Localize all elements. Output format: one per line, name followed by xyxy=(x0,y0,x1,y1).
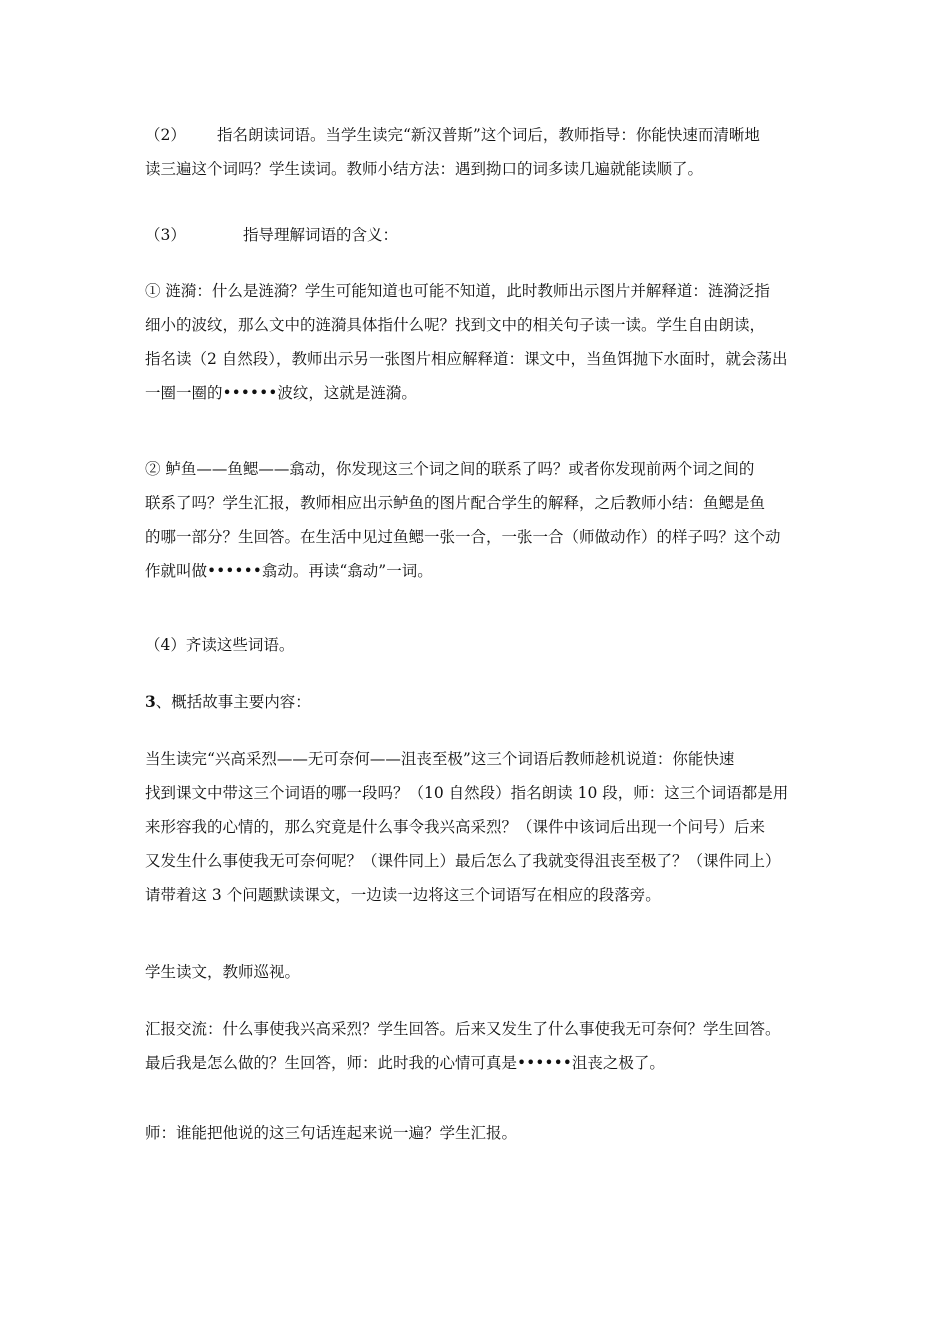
paragraph-line: 汇报交流：什么事使我兴高采烈？学生回答。后来又发生了什么事使我无可奈何？学生回答。 xyxy=(145,1020,781,1038)
paragraph-line: 请带着这 3 个问题默读课文，一边读一边将这三个词语写在相应的段落旁。 xyxy=(145,886,661,904)
paragraph-line: 学生读文，教师巡视。 xyxy=(145,963,301,981)
paragraph-line xyxy=(145,685,825,719)
paragraph-line: ② 鲈鱼——鱼鳃——翕动，你发现这三个词之间的联系了吗？或者你发现前两个词之间的 xyxy=(145,460,755,478)
paragraph-line: 当生读完“兴高采烈——无可奈何——沮丧至极”这三个词语后教师趁机说道：你能快速 xyxy=(145,750,735,768)
paragraph-line: 联系了吗？学生汇报，教师相应出示鲈鱼的图片配合学生的解释，之后教师小结：鱼鳃是鱼 xyxy=(145,494,766,512)
teacher-paragraph xyxy=(145,1116,825,1150)
paragraph-line: 指名读（2 自然段），教师出示另一张图片相应解释道：课文中，当鱼饵抛下水面时，就会荡出 xyxy=(145,350,788,368)
paragraph-4 xyxy=(145,628,825,662)
item-number: （2） xyxy=(145,126,186,144)
item-number: （3） xyxy=(145,226,186,244)
paragraph-line: 读三遍这个词吗？学生读词。教师小结方法：遇到拗口的词多读几遍就能读顺了。 xyxy=(145,160,704,178)
paragraph-line xyxy=(145,218,825,252)
paragraph-line: 师：谁能把他说的这三句话连起来说一遍？学生汇报。 xyxy=(145,1124,518,1142)
item-ripple xyxy=(145,274,825,410)
paragraph-2 xyxy=(145,118,825,186)
paragraph-line: 作就叫做••••••翕动。再读“翕动”一词。 xyxy=(145,562,433,580)
paragraph-line: ① 涟漪：什么是涟漪？学生可能知道也可能不知道，此时教师出示图片并解释道：涟漪泛指 xyxy=(145,282,770,300)
section-number: 3 xyxy=(145,692,156,711)
paragraph-line: 的哪一部分？生回答。在生活中见过鱼鳃一张一合，一张一合（师做动作）的样子吗？这个动 xyxy=(145,528,781,546)
paragraph-line: 最后我是怎么做的？生回答，师：此时我的心情可真是••••••沮丧之极了。 xyxy=(145,1054,665,1072)
paragraph-text: 指名朗读词语。当学生读完“新汉普斯”这个词后，教师指导：你能快速而清晰地 xyxy=(217,126,760,144)
paragraph-line xyxy=(145,118,825,152)
paragraph-line: 细小的波纹，那么文中的涟漪具体指什么呢？找到文中的相关句子读一读。学生自由朗读， xyxy=(145,316,766,334)
paragraph-line: 一圈一圈的••••••波纹，这就是涟漪。 xyxy=(145,384,417,402)
paragraph-text: 指导理解词语的含义： xyxy=(243,226,399,244)
paragraph-line: 找到课文中带这三个词语的哪一段吗？（10 自然段）指名朗读 10 段，师：这三个词语都是用 xyxy=(145,784,789,802)
summary-paragraph xyxy=(145,742,825,912)
item-perch xyxy=(145,452,825,588)
paragraph-line: 来形容我的心情的，那么究竟是什么事令我兴高采烈？（课件中该词后出现一个问号）后来 xyxy=(145,818,766,836)
paragraph-3 xyxy=(145,218,825,252)
reading-paragraph xyxy=(145,955,825,989)
section-3-heading xyxy=(145,685,825,719)
report-paragraph xyxy=(145,1012,825,1080)
paragraph-line: （4）齐读这些词语。 xyxy=(145,636,295,654)
section-title: 、概括故事主要内容： xyxy=(155,693,311,711)
paragraph-line: 又发生什么事使我无可奈何呢？（课件同上）最后怎么了我就变得沮丧至极了？（课件同上） xyxy=(145,852,781,870)
